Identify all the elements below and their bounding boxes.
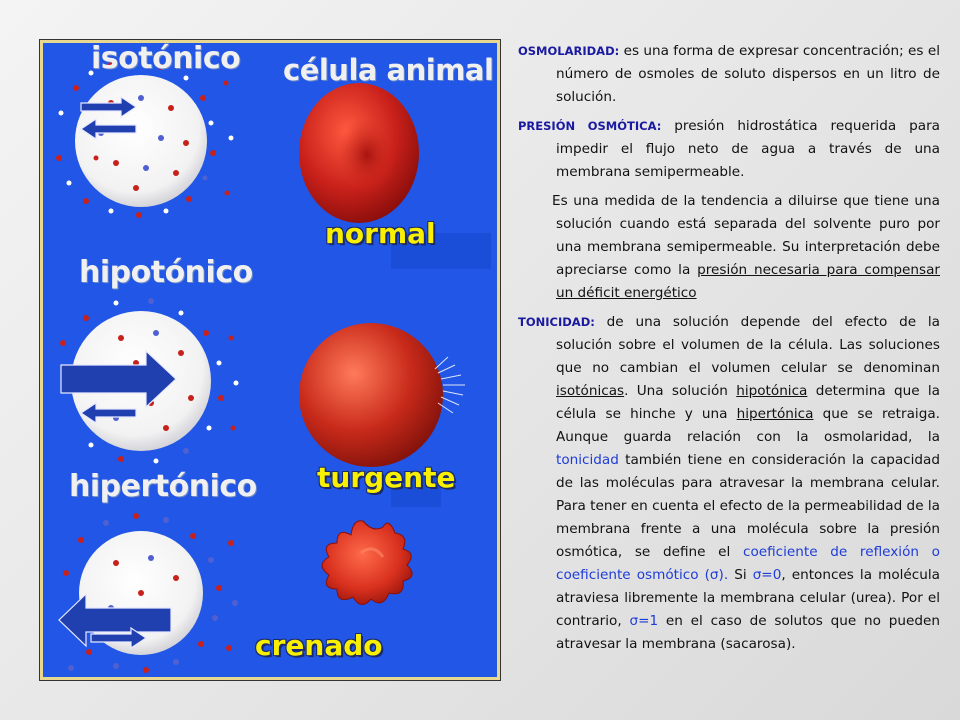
isotonic-heading: isotónico [91, 41, 241, 76]
osmosis-illustration [40, 40, 500, 680]
reflection-coefficient-term: coeficiente de reflexión o coeficiente osmótico (σ). [556, 544, 940, 583]
isotonicas-word: isotónicas [556, 383, 625, 399]
tonicity-part-1: de una solución depende del efecto de la solución sobre el volumen de la célula. Las soluciones que no cambian el volumen celular se denominan [556, 314, 940, 376]
tonicity-paragraph [518, 311, 940, 656]
hypertonic-sphere [59, 513, 238, 673]
definitions-text [518, 40, 940, 662]
tonicidad-word: tonicidad [556, 452, 619, 468]
normal-red-cell [299, 83, 419, 223]
turgid-label: turgente [317, 461, 456, 494]
illustration-graphics [43, 43, 497, 677]
hypotonic-heading: hipotónico [79, 255, 253, 290]
osmotic-pressure-paragraph [518, 115, 940, 184]
hipotonica-word: hipotónica [736, 383, 808, 399]
isotonic-sphere [56, 59, 234, 219]
tonicity-part-6: Si [728, 567, 753, 583]
turgid-red-cell [299, 323, 465, 467]
animal-cell-heading: célula animal [283, 53, 494, 87]
tonicity-part-7: , entonces la molécula atraviesa libremente la membrana celular (urea). Por el contrario, [556, 567, 940, 629]
sigma-zero: σ=0 [752, 567, 782, 583]
tonicity-part-8: en el caso de solutos que no pueden atravesar la membrana (sacarosa). [556, 613, 940, 652]
tonicity-part-2: . Una solución [624, 383, 737, 399]
tonicity-term: TONICIDAD: [518, 315, 595, 329]
crenated-label: crenado [255, 629, 383, 662]
measure-underlined: presión necesaria para compensar un déficit energético [556, 262, 940, 301]
tonicity-part-3: determina que la célula se hinche y una [556, 383, 940, 422]
hypertonic-heading: hipertónico [69, 469, 257, 504]
osmotic-pressure-term: PRESIÓN OSMÓTICA: [518, 119, 662, 133]
sigma-one: σ=1 [629, 613, 659, 629]
measure-body: Es una medida de la tendencia a diluirse que tiene una solución cuando está separada del solvente puro por una membrana semipermeable. Su interpretación debe apreciarse como la [552, 193, 940, 278]
osmolarity-body: es una forma de expresar concentración; es el número de osmoles de soluto dispersos en un litro de solución. [556, 43, 940, 105]
tonicity-part-5: también tiene en consideración la capacidad de las moléculas para atravesar la membrana celular. Para tener en cuenta el efecto de la permeabilidad de la membrana frente a una molécula sobre la presión osmótica, se define el [556, 452, 940, 560]
hipertonica-word: hipertónica [736, 406, 814, 422]
crenated-red-cell [322, 521, 412, 605]
osmolarity-term: OSMOLARIDAD: [518, 44, 620, 58]
measure-paragraph [518, 190, 940, 305]
osmotic-pressure-body: presión hidrostática requerida para impedir el flujo neto de agua a través de una membrana semipermeable. [556, 118, 940, 180]
tonicity-part-4: que se retraiga. Aunque guarda relación con la osmolaridad, la [556, 406, 940, 445]
hypotonic-sphere [60, 298, 239, 464]
normal-label: normal [325, 217, 436, 250]
osmolarity-paragraph [518, 40, 940, 109]
